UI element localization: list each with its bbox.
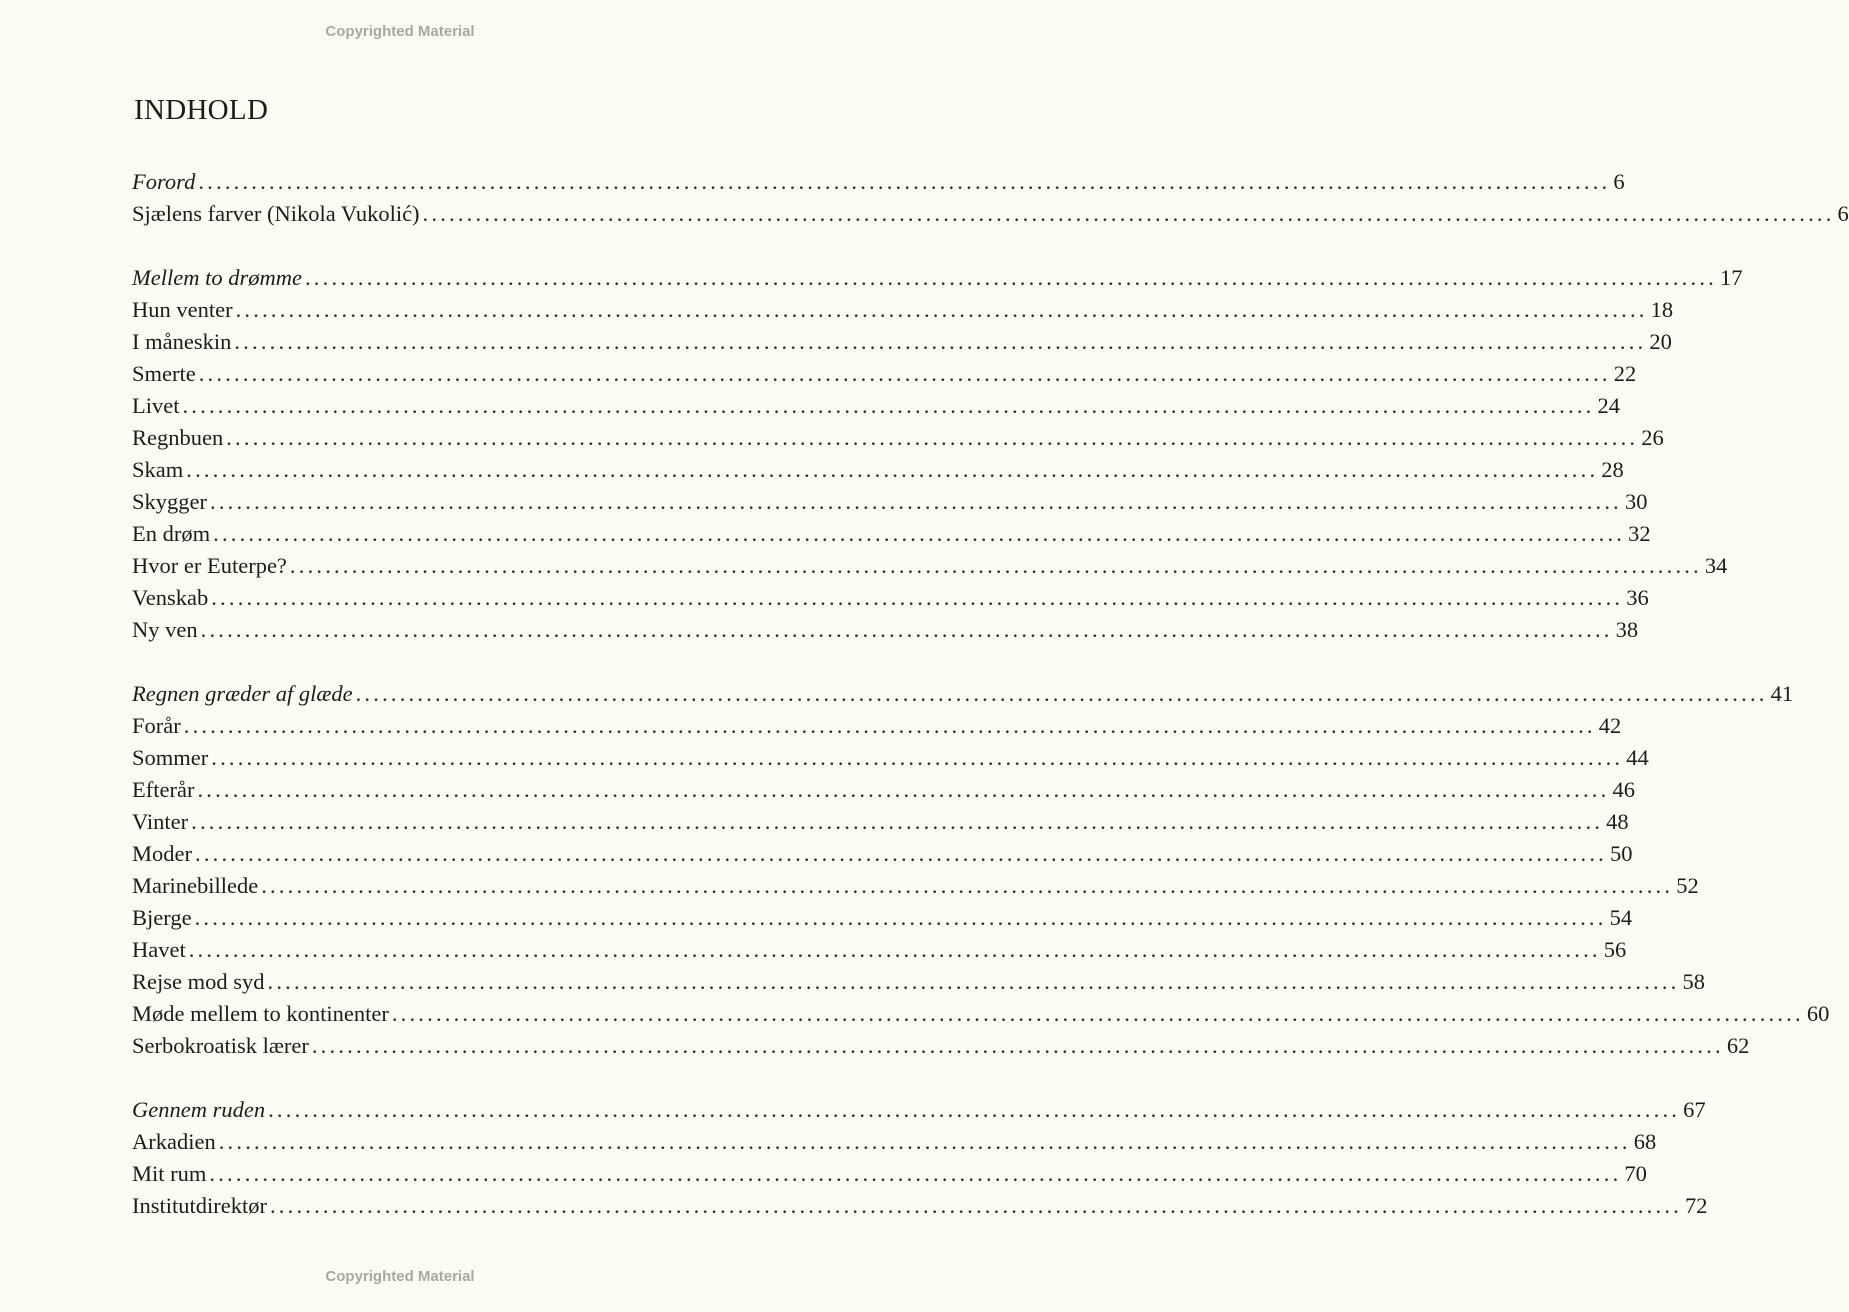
toc-entry-page: 28 <box>1601 457 1624 482</box>
dot-leader: ................................................................................................................................................................ <box>355 681 1768 706</box>
toc-entry <box>132 806 1629 838</box>
toc-entry-page: 72 <box>1684 1193 1708 1218</box>
toc-entry <box>132 742 1649 774</box>
toc-entry-page: 46 <box>1612 777 1635 802</box>
dot-leader: ................................................................................................................................................................ <box>211 585 1624 610</box>
dot-leader: ................................................................................................................................................................ <box>422 201 1835 226</box>
dot-leader: ................................................................................................................................................................ <box>195 841 1607 866</box>
toc-entry-title: Livet <box>132 393 180 418</box>
toc-entry-title: Forår <box>132 713 181 738</box>
toc-entry-title: Moder <box>132 841 192 866</box>
toc-entry <box>132 678 1794 710</box>
dot-leader: ................................................................................................................................................................ <box>183 713 1596 738</box>
toc-entry <box>132 358 1637 390</box>
toc-entry <box>132 1190 1708 1222</box>
toc-entry-page: 60 <box>1806 1001 1830 1026</box>
toc-entry <box>132 710 1622 742</box>
toc-entry-page: 68 <box>1633 1129 1657 1154</box>
toc-entry <box>132 774 1635 806</box>
dot-leader: ................................................................................................................................................................ <box>213 521 1626 546</box>
toc-entry-title: Hun venter <box>132 297 233 322</box>
toc-entry-title: Rejse mod syd <box>132 969 265 994</box>
toc-entry <box>132 454 1624 486</box>
toc-entry-title: Gennem ruden <box>132 1097 266 1122</box>
toc-entry <box>132 966 1705 998</box>
toc-entry <box>132 838 1633 870</box>
dot-leader: ................................................................................................................................................................ <box>182 393 1595 418</box>
toc-entry-title: Arkadien <box>132 1129 216 1154</box>
dot-leader: ................................................................................................................................................................ <box>198 169 1611 194</box>
dot-leader: ................................................................................................................................................................ <box>269 1193 1682 1218</box>
toc-entry-page: 67 <box>1683 1097 1706 1122</box>
watermark-bottom: Copyrighted Material <box>325 1268 475 1285</box>
toc-entry <box>132 390 1620 422</box>
toc-entry-page: 56 <box>1603 937 1627 962</box>
dot-leader: ................................................................................................................................................................ <box>197 777 1610 802</box>
toc-entry-page: 36 <box>1626 585 1649 610</box>
toc-entry-title: Mellem to drømme <box>132 265 302 290</box>
toc-entry-title: Regnen græder af glæde <box>132 681 353 706</box>
dot-leader: ................................................................................................................................................................ <box>235 297 1648 322</box>
toc-entry-page: 17 <box>1719 265 1743 290</box>
toc-entry-page: 54 <box>1609 905 1633 930</box>
watermark-top: Copyrighted Material <box>325 23 475 40</box>
toc-entry-title: Mit rum <box>132 1161 207 1186</box>
toc-entry-page: 22 <box>1613 361 1637 386</box>
toc-entry-page: 20 <box>1649 329 1672 354</box>
toc-entry <box>132 294 1674 326</box>
dot-leader: ................................................................................................................................................................ <box>267 969 1680 994</box>
dot-leader: ................................................................................................................................................................ <box>211 745 1624 770</box>
toc-entry-title: Hvor er Euterpe? <box>132 553 287 578</box>
dot-leader: ................................................................................................................................................................ <box>194 905 1607 930</box>
toc-entry-page: 6 <box>1837 201 1849 226</box>
dot-leader: ................................................................................................................................................................ <box>261 873 1674 898</box>
toc-entry <box>132 1030 1750 1062</box>
toc-entry-title: Venskab <box>132 585 209 610</box>
dot-leader: ................................................................................................................................................................ <box>218 1129 1631 1154</box>
toc-entry-page: 58 <box>1682 969 1705 994</box>
dot-leader: ................................................................................................................................................................ <box>209 1161 1622 1186</box>
dot-leader: ................................................................................................................................................................ <box>234 329 1647 354</box>
toc-entry-title: Skam <box>132 457 184 482</box>
dot-leader: ................................................................................................................................................................ <box>188 937 1601 962</box>
toc-entry-title: Skygger <box>132 489 207 514</box>
toc-entry-title: I måneskin <box>132 329 232 354</box>
dot-leader: ................................................................................................................................................................ <box>191 809 1604 834</box>
toc-entry-page: 70 <box>1624 1161 1647 1186</box>
dot-leader: ................................................................................................................................................................ <box>200 617 1613 642</box>
toc-entry <box>132 166 1625 198</box>
toc-entry <box>132 326 1672 358</box>
toc-entry-title: Efterår <box>132 777 195 802</box>
dot-leader: ................................................................................................................................................................ <box>198 361 1611 386</box>
toc-entry <box>132 486 1648 518</box>
toc-entry <box>132 550 1728 582</box>
dot-leader: ................................................................................................................................................................ <box>311 1033 1724 1058</box>
dot-leader: ................................................................................................................................................................ <box>289 553 1702 578</box>
toc-entry-page: 52 <box>1676 873 1699 898</box>
dot-leader: ................................................................................................................................................................ <box>391 1001 1804 1026</box>
toc-entry-title: Sjælens farver (Nikola Vukolić) <box>132 201 420 226</box>
dot-leader: ................................................................................................................................................................ <box>210 489 1622 514</box>
toc-entry-title: Smerte <box>132 361 196 386</box>
dot-leader: ................................................................................................................................................................ <box>186 457 1599 482</box>
toc-entry <box>132 198 1849 230</box>
toc-entry-page: 26 <box>1641 425 1664 450</box>
toc-entry-page: 24 <box>1597 393 1620 418</box>
toc-entry-page: 34 <box>1704 553 1728 578</box>
toc-entry-title: Ny ven <box>132 617 198 642</box>
toc-entry <box>132 1158 1647 1190</box>
dot-leader: ................................................................................................................................................................ <box>304 265 1717 290</box>
toc-entry-page: 38 <box>1615 617 1639 642</box>
toc-entry <box>132 262 1743 294</box>
toc-entry-title: Sommer <box>132 745 209 770</box>
toc-entry <box>132 1094 1706 1126</box>
toc-entry-title: Marinebillede <box>132 873 259 898</box>
toc-entry-page: 6 <box>1613 169 1625 194</box>
toc-entry-page: 32 <box>1628 521 1651 546</box>
toc-entry <box>132 582 1649 614</box>
toc-entry <box>132 870 1699 902</box>
toc-entry-page: 44 <box>1626 745 1649 770</box>
toc-entry-page: 48 <box>1606 809 1629 834</box>
toc-entry <box>132 1126 1657 1158</box>
toc-entry-title: Serbokroatisk lærer <box>132 1033 309 1058</box>
toc-entry-title: Havet <box>132 937 186 962</box>
toc-entry-page: 62 <box>1726 1033 1750 1058</box>
toc-entry-title: Regnbuen <box>132 425 224 450</box>
toc-entry <box>132 998 1830 1030</box>
toc-entry-title: Møde mellem to kontinenter <box>132 1001 389 1026</box>
toc-entry-title: Bjerge <box>132 905 192 930</box>
toc-entry <box>132 614 1639 646</box>
toc-entry-title: Vinter <box>132 809 189 834</box>
toc-entry-page: 42 <box>1598 713 1622 738</box>
toc-entry-page: 30 <box>1625 489 1648 514</box>
toc-entry-page: 18 <box>1650 297 1674 322</box>
toc-entry-title: Institutdirektør <box>132 1193 267 1218</box>
dot-leader: ................................................................................................................................................................ <box>268 1097 1681 1122</box>
toc-entry <box>132 934 1627 966</box>
toc-entry <box>132 422 1664 454</box>
toc-entry-title: En drøm <box>132 521 211 546</box>
toc-entry-page: 41 <box>1770 681 1794 706</box>
dot-leader: ................................................................................................................................................................ <box>226 425 1639 450</box>
toc-entry-page: 50 <box>1610 841 1633 866</box>
toc-entry <box>132 902 1633 934</box>
page-title: INDHOLD <box>134 94 269 126</box>
toc-entry-title: Forord <box>132 169 196 194</box>
toc-entry <box>132 518 1651 550</box>
